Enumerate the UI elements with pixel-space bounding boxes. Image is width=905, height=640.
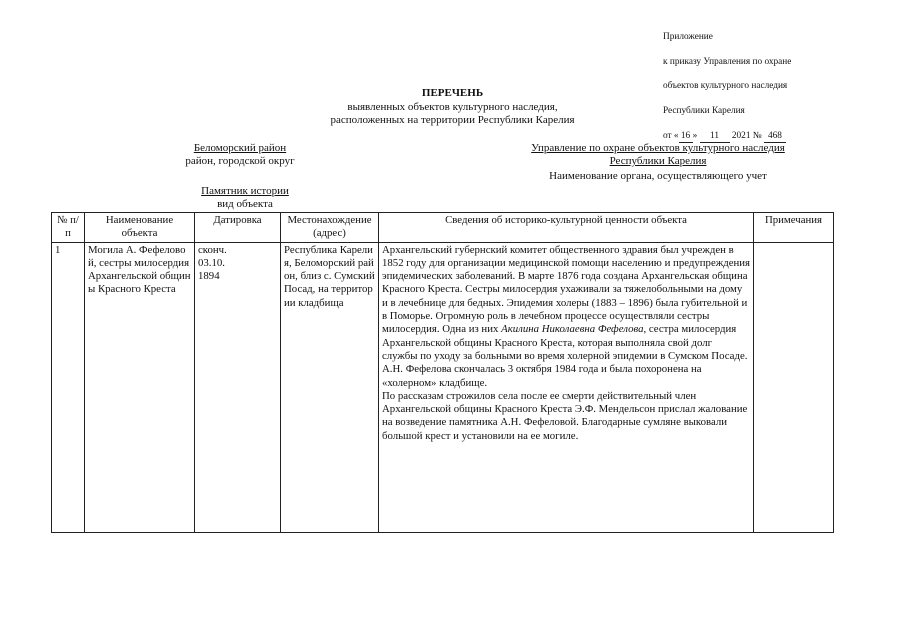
appendix-date-day: 16 (679, 130, 693, 143)
cell-date (195, 242, 281, 532)
cell-location: Республика Карелия, Беломорский район, близ с. Сумский Посад, на территории кладбища (281, 242, 379, 532)
object-type-caption: вид объекта (217, 198, 273, 210)
document-heading: ПЕРЕЧЕНЬ (421, 87, 484, 99)
table-header-row (52, 213, 834, 243)
authority-value-line-2: Республики Карелия (609, 155, 707, 167)
authority-value-line-1: Управление по охране объектов культурного наследия (531, 142, 785, 154)
appendix-line-3: объектов культурного наследия (663, 81, 788, 92)
date-line-2: 03.10. (198, 256, 225, 269)
info-paragraph-2: А.Н. Фефелова скончалась 3 октября 1984 года и была похоронена на «холерном» кладбище. (382, 363, 702, 389)
appendix-line-1: Приложение (663, 32, 713, 43)
header-date: Датировка (195, 213, 281, 243)
document-subtitle-line-2: расположенных на территории Республики Карелия (330, 114, 575, 126)
table-row (52, 242, 834, 532)
authority-caption: Наименование органа, осуществляющего учет (549, 170, 767, 182)
district-caption: район, городской округ (185, 155, 295, 167)
appendix-line-5 (663, 130, 898, 143)
cell-num: 1 (52, 242, 85, 532)
date-line-1: сконч. (198, 243, 227, 256)
info-person-name: Акилина Николаевна Фефелова (501, 323, 644, 336)
objects-table (51, 212, 834, 533)
info-paragraph-1-end: , сестра милосердия Архангельской общины Красного Креста, которая выполняла свой долг службы по уходу за больными во время холерной эпидемии в Сумском Посаде. (382, 323, 748, 362)
appendix-line-4: Республики Карелия (663, 106, 745, 117)
cell-historical-info (379, 242, 754, 532)
district-value: Беломорский район (193, 142, 287, 154)
date-line-3: 1894 (198, 270, 220, 283)
info-paragraph-1 (382, 244, 750, 364)
header-info: Сведения об историко-культурной ценности объекта (379, 213, 754, 243)
appendix-date-prefix: от « (663, 130, 679, 141)
info-paragraph-3: По рассказам строжилов села после ее смерти действительный член Архангельской общины Красного Креста Э.Ф. Мендельсон прислал жалование на возведение памятника А.Н. Фефеловой. Благодарные сумляне выковали большой крест и установили на ее могиле. (382, 389, 748, 442)
info-paragraph-1-text: Архангельский губернский комитет общественного здравия был учрежден в 1852 году для организации медицинской помощи населению и предупреждения эпидемических заболеваний. В марте 1876 года создана Архангельская община Красного Креста. Сестры милосердия ухаживали за тяжелобольными на дому и в лечебнице для бедных. Эпидемия холеры (1883 – 1896) была губительной и в Поморье. Огромную роль в лечебном процессе осуществляли сестры милосердия. Одна из них (382, 243, 751, 336)
cell-notes (754, 242, 834, 532)
appendix-date-month: 11 (700, 130, 730, 143)
header-num: № п/п (52, 213, 85, 243)
appendix-date-year: 2021 № (729, 130, 764, 141)
appendix-date-sep: » (692, 130, 700, 141)
appendix-order-number: 468 (764, 130, 786, 143)
cell-object-name: Могила А. Фефеловой, сестры милосердия Архангельской общины Красного Креста (85, 242, 195, 532)
header-notes: Примечания (754, 213, 834, 243)
document-subtitle-line-1: выявленных объектов культурного наследия, (347, 101, 558, 113)
appendix-line-2: к приказу Управления по охране (663, 56, 792, 67)
object-type-value: Памятник истории (201, 185, 289, 197)
header-name: Наименование объекта (85, 213, 195, 243)
header-location: Местонахождение (адрес) (281, 213, 379, 243)
